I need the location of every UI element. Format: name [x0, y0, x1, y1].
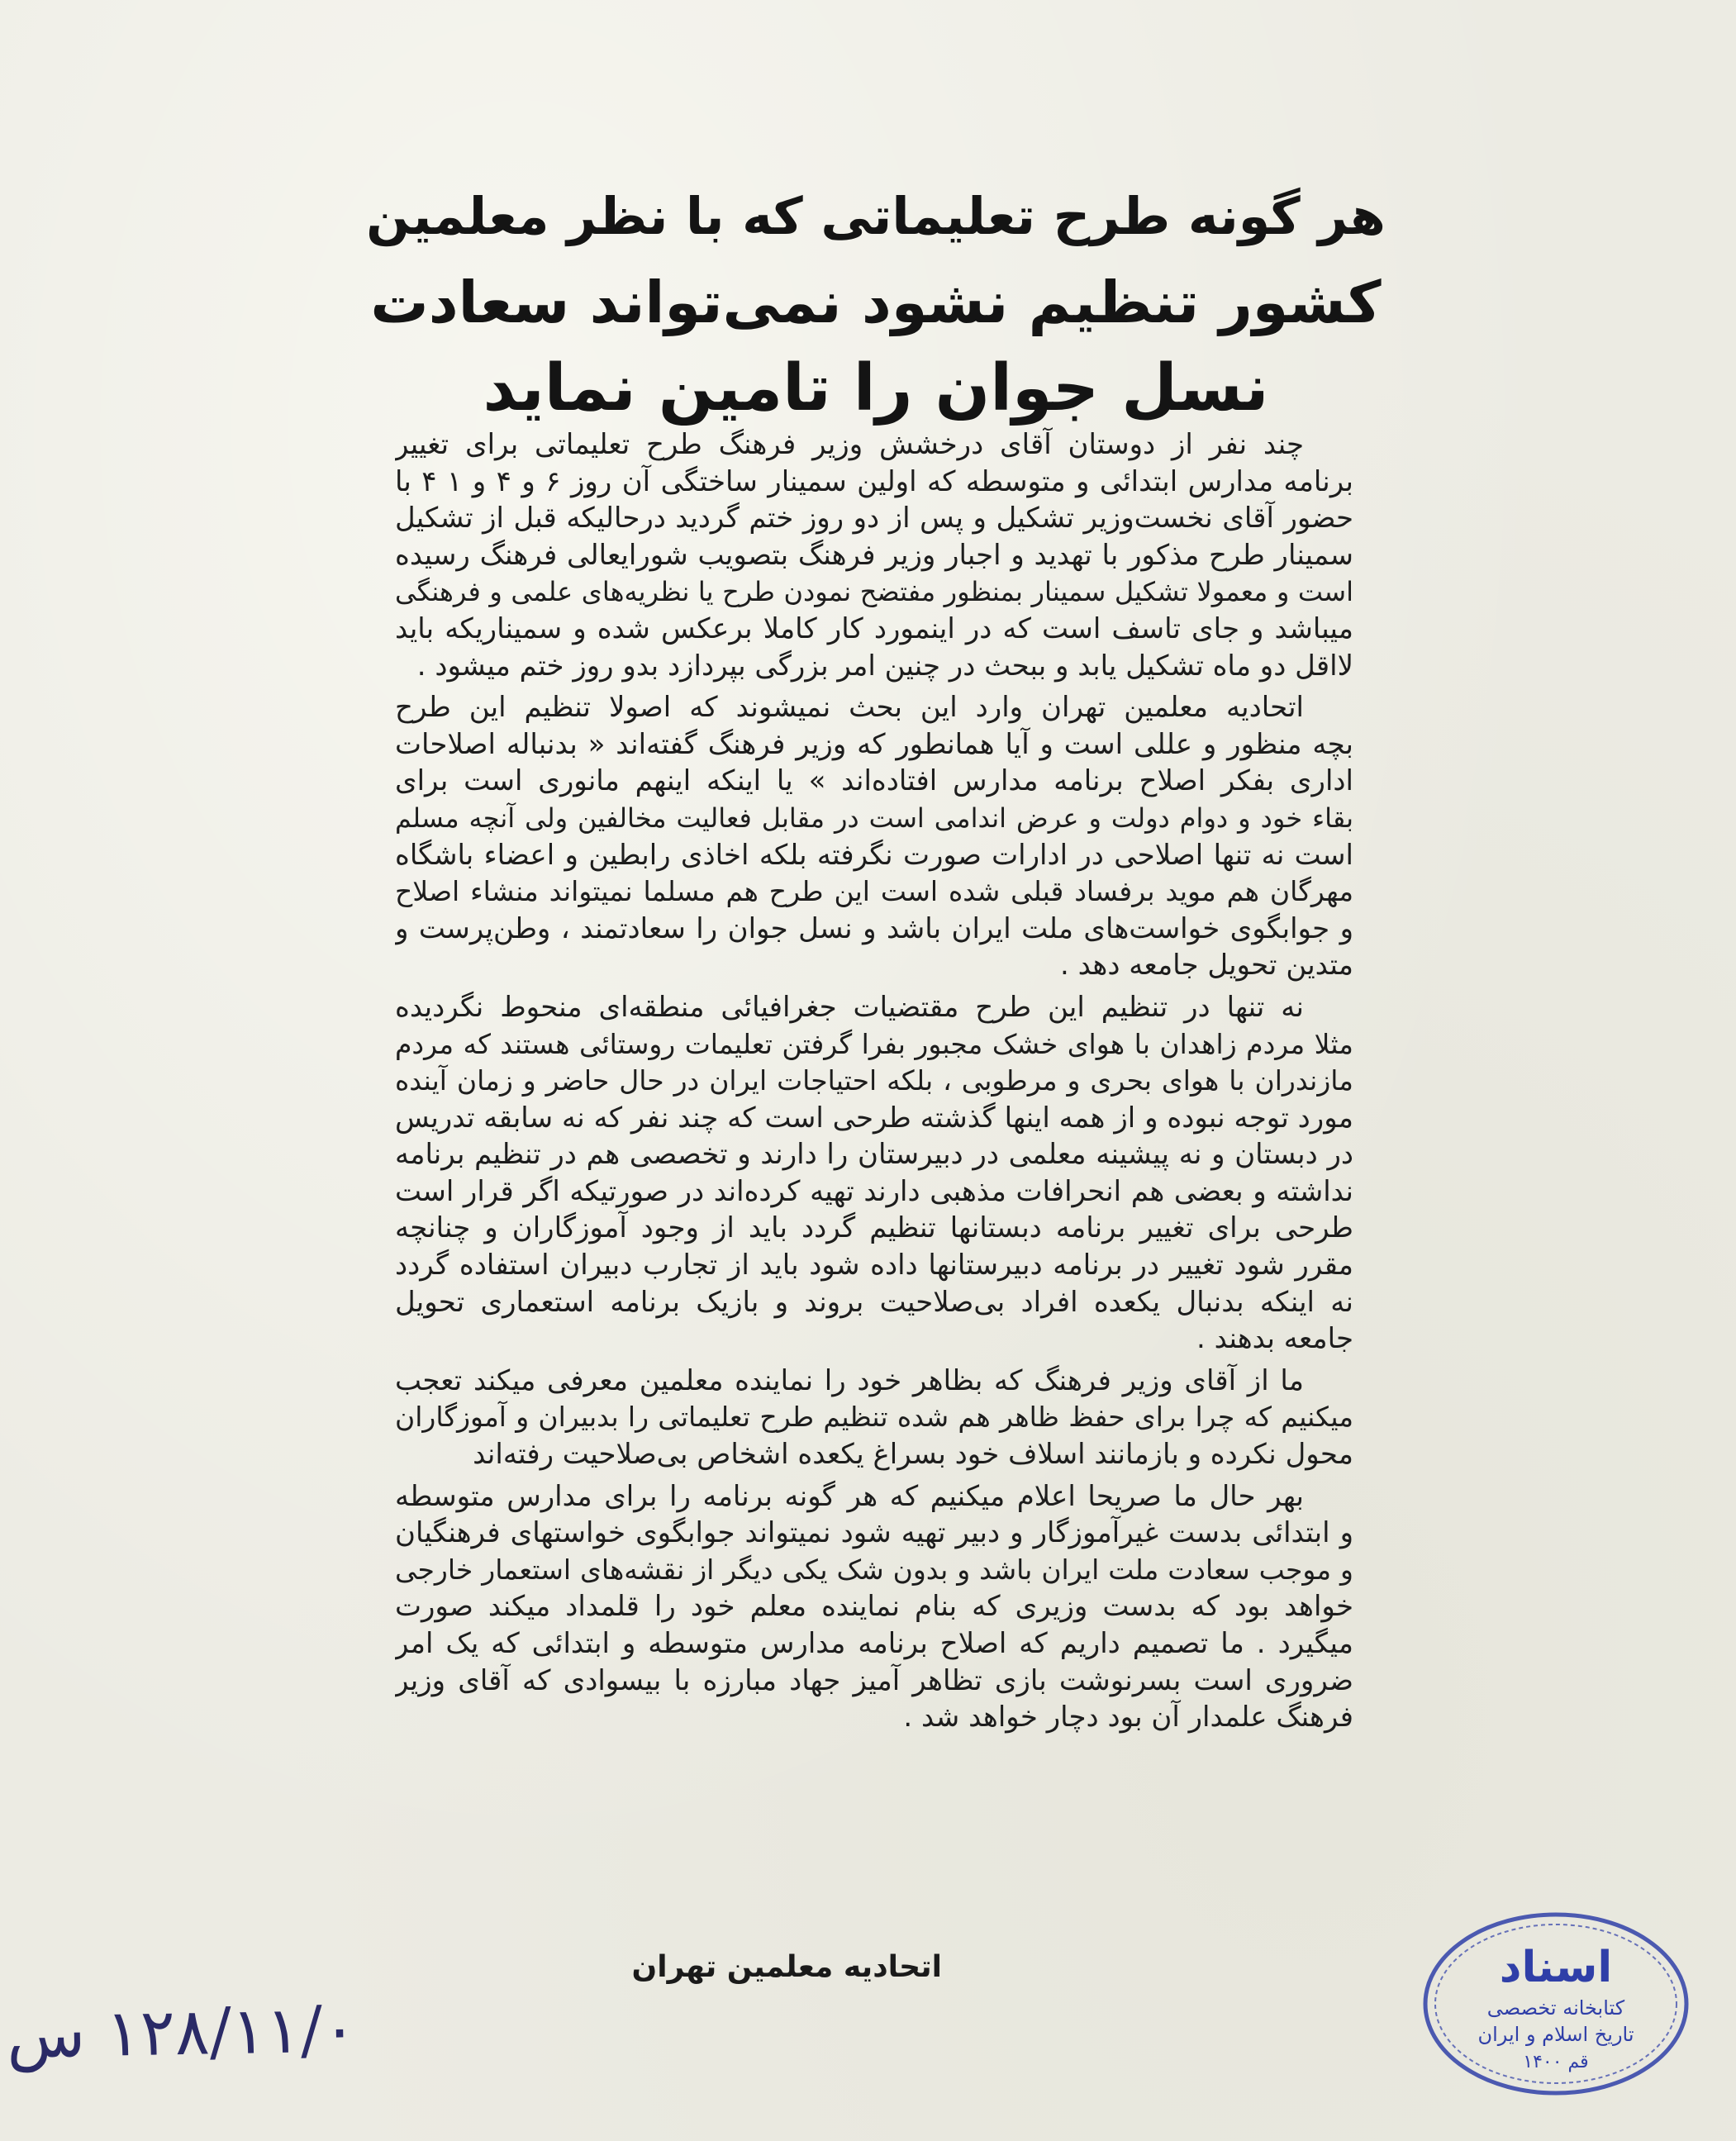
- handwritten-archive-number: ۱۲۸/۱۱/۰ س: [6, 1992, 358, 2073]
- paragraph: [395, 989, 1353, 1358]
- headline: [364, 174, 1388, 431]
- headline-line-3: نسل جوان را تامین نماید: [483, 351, 1269, 426]
- paragraph-line: در دبستان و نه پیشینه معلمی در دبیرستان را دارند و تخصصی هم در تنظیم برنامه: [395, 1138, 1353, 1172]
- paragraph-line: بهر حال ما صریحا اعلام میکنیم که هر گونه برنامه را برای مدارس متوسطه: [395, 1479, 1304, 1513]
- paragraph-line: مهرگان هم موید برفساد قبلی شده است این طرح هم مسلما نمیتواند منشاء اصلاح: [395, 875, 1353, 908]
- paragraph-line: بچه منظور و عللی است و آیا همانطور که وزیر فرهنگ گفته‌اند « بدنباله اصلاحات: [395, 727, 1353, 761]
- paragraph-line: و موجب سعادت ملت ایران باشد و بدون شک یکی دیگر از نقشه‌های استعمار خارجی: [395, 1553, 1353, 1586]
- paragraph-line: نه اینکه بدنبال یکعده افراد بی‌صلاحیت بروند و بازیک برنامه استعماری تحویل: [395, 1285, 1353, 1319]
- headline-line-2: کشور تنظیم نشود نمی‌تواند سعادت: [370, 269, 1382, 336]
- paragraph-line: است و معمولا تشکیل سمینار بمنظور مفتضح نمودن طرح یا نظریه‌های علمی و فرهنگی: [395, 576, 1353, 608]
- paragraph-line: نه تنها در تنظیم این طرح مقتضیات جغرافیائی منطقه‌ای منحوط نگردیده: [395, 990, 1304, 1024]
- archive-stamp: [1420, 1909, 1692, 2099]
- paragraph-line: لااقل دو ماه تشکیل یابد و ببحث در چنین امر بزرگی بپردازد بدو روز ختم میشود .: [416, 649, 1353, 683]
- paragraph-line: مقرر شود تغییر در برنامه دبیرستانها داده شود باید از تجارب دبیران استفاده گردد: [395, 1249, 1353, 1282]
- headline-line-1: هر گونه طرح تعلیماتی که با نظر معلمین: [366, 186, 1386, 246]
- stamp-line-3: تاریخ اسلام و ایران: [1477, 2023, 1634, 2046]
- paragraph-line: ما از آقای وزیر فرهنگ که بظاهر خود را نماینده معلمین معرفی میکند تعجب: [395, 1363, 1304, 1397]
- paragraph-line: بقاء خود و دوام دولت و عرض اندامی است در مقابل فعالیت مخالفین ولی آنچه مسلم: [395, 802, 1353, 834]
- paragraph-line: طرحی برای تغییر برنامه دبستانها تنظیم گردد باید از وجود آموزگاران و چنانچه: [395, 1211, 1353, 1245]
- paragraph-line: است نه تنها اصلاحی در ادارات صورت نگرفته بلکه اخاذی رابطین و اعضاء باشگاه: [395, 838, 1353, 872]
- paragraph-line: حضور آقای نخست‌وزیر تشکیل و پس از دو روز ختم گردید درحالیکه قبل از تشکیل: [395, 502, 1353, 535]
- paragraph-line: و ابتدائی بدست غیرآموزگار و دبیر تهیه شود نمیتواند جوابگوی خواستهای فرهنگیان: [395, 1516, 1353, 1550]
- paragraph-line: میکنیم که چرا برای حفظ ظاهر هم شده تنظیم طرح تعلیماتی را بدبیران و آموزگاران: [395, 1401, 1353, 1434]
- article-body: [395, 426, 1353, 1736]
- paragraph-line: میباشد و جای تاسف است که در اینمورد کار کاملا برعکس شده و سمیناریکه باید: [395, 611, 1353, 645]
- paragraph-line: جامعه بدهند .: [1196, 1322, 1353, 1356]
- paragraph-line: و جوابگوی خواست‌های ملت ایران باشد و نسل جوان را سعادتمند ، وطن‌پرست و: [395, 911, 1353, 945]
- paragraph-line: نداشته و بعضی هم انحرافات مذهبی دارند تهیه کرده‌اند در صورتیکه اگر قرار است: [395, 1174, 1353, 1208]
- paragraph-line: اداری بفکر اصلاح برنامه مدارس افتاده‌اند » یا اینکه اینهم مانوری است برای: [395, 764, 1353, 798]
- paragraph: [395, 426, 1353, 684]
- paragraph-line: متدین تحویل جامعه دهد .: [1059, 949, 1353, 982]
- paragraph: [395, 1363, 1353, 1473]
- paragraph-line: ضروری است بسرنوشت بازی تظاهر آمیز جهاد مبارزه با بیسوادی که آقای وزیر: [395, 1663, 1353, 1697]
- paragraph-line: مازندران با هوای بحری و مرطوبی ، بلکه احتیاجات ایران در حال حاضر و زمان آینده: [395, 1064, 1353, 1097]
- paragraph-line: خواهد بود که بدست وزیری که بنام نماینده معلم خود را قلمداد میکند صورت: [395, 1590, 1353, 1624]
- paragraph-line: چند نفر از دوستان آقای درخشش وزیر فرهنگ طرح تعلیماتی برای تغییر: [395, 428, 1304, 461]
- paragraph-line: برنامه مدارس ابتدائی و متوسطه که اولین سمینار ساختگی آن روز ۶ و ۴ و ۱ ۴ با: [395, 464, 1353, 498]
- paragraph-line: مورد توجه نبوده و از همه اینها گذشته طرحی است که چند نفر که نه سابقه تدریس: [395, 1101, 1353, 1135]
- paragraph-line: محول نکرده و بازمانند اسلاف خود بسراغ یکعده اشخاص بی‌صلاحیت رفته‌اند: [473, 1438, 1353, 1472]
- stamp-line-2: کتابخانه تخصصی: [1486, 1996, 1625, 2020]
- paragraph-line: میگیرد . ما تصمیم داریم که اصلاح برنامه مدارس متوسطه و ابتدائی که یک امر: [395, 1627, 1353, 1660]
- signature: اتحادیه معلمین تهران: [631, 1950, 942, 1984]
- paragraph-line: فرهنگ علمدار آن بود دچار خواهد شد .: [903, 1701, 1353, 1734]
- stamp-line-4: قم ۱۴۰۰: [1523, 2052, 1589, 2072]
- paragraph-line: اتحادیه معلمین تهران وارد این بحث نمیشوند که اصولا تنظیم این طرح: [395, 691, 1304, 725]
- paragraph: [395, 689, 1353, 984]
- paragraph-line: سمینار طرح مذکور با تهدید و اجبار وزیر فرهنگ بتصویب شورایعالی فرهنگ رسیده: [395, 538, 1353, 572]
- paragraph-line: مثلا مردم زاهدان با هوای خشک مجبور بفرا گرفتن تعلیمات روستائی هستند که مردم: [395, 1027, 1353, 1060]
- stamp-title: اسناد: [1499, 1943, 1613, 1992]
- paragraph: [395, 1478, 1353, 1736]
